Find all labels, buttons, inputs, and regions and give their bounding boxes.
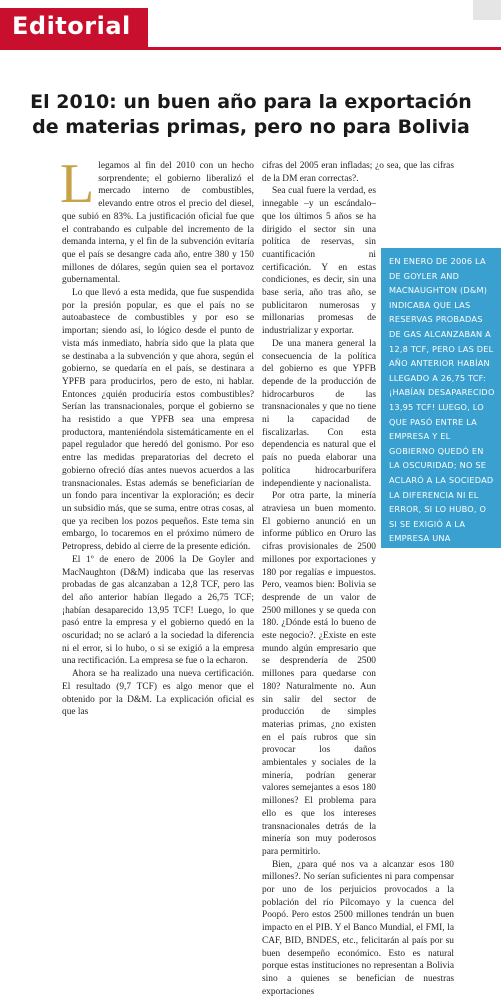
paragraph: Llegamos al fin del 2010 con un hecho sorprendente; el gobierno liberalizó el mercado interno de combustibles, elevando entre otros el precio del diesel, que subió en 83%. La justificación oficial fue que el contrabando es culpable del incremento de la demanda interna, y el fin de la subvención evitaría que el país se desangre cada año, entre 380 y 150 millones de dólares, según quien sea el portavoz gubernamental. <box>60 153 254 286</box>
headline-line-1: El 2010: un buen año para la exportación <box>30 91 472 113</box>
drop-cap: L <box>60 153 95 215</box>
paragraph: Bien, ¿para qué nos va a alcanzar esos 180 millones?. No serían suficientes ni para compensar por uno de los perjuicios provocados a la población del río Pilcomayo y la cuenca del Poopó. Pero estos 2500 millones tendrán un buen impacto en el PIB. Y el Banco Mundial, el FMI, la CAF, BID, BNDES, etc., felicitarán al país por su buen desempeño económico. Esto es natural porque estas instituciones no representan a Bolivia sino a quienes se benefician de nuestras exportaciones <box>262 859 454 997</box>
paragraph: Sea cual fuere la verdad, es innegable –y un escándalo– que los últimos 5 años se ha dirigido el sector sin una política de reservas, sin cuantificación ni certificación. Y en estas condiciones, es decir, sin una base seria, año tras año, se publicitaron numerosas y millonarias promesas de industrializar y exportar. <box>262 186 376 337</box>
paragraph: cifras del 2005 eran infladas; ¿o sea, que las cifras de la DM eran correctas?. <box>262 161 454 184</box>
headline-line-2: de materias primas, pero no para Bolivia <box>32 116 470 138</box>
banner-rule <box>148 47 501 50</box>
pull-quote-box <box>381 248 501 588</box>
paragraph: El 1º de enero de 2006 la De Goyler and MacNaughton (D&M) indicaba que las reservas probadas de gas alcanzaban a 12,8 TCF, pero las del año anterior habían llegado a 26,75 TCF; ¡habían desaparecido 13,95 TCF! Luego, lo que pasó entre la empresa y el gobierno quedó en la oscuridad; no se aclaró a la sociedad la diferencia ni el error, si lo hubo, o si se exigió a la empresa una rectificación. La empresa se fue o la echaron. <box>62 554 254 667</box>
article-headline <box>12 90 490 140</box>
page-corner <box>473 0 501 20</box>
section-banner <box>0 0 501 66</box>
section-title: Editorial <box>12 12 131 40</box>
paragraph: Lo que llevó a esta medida, que fue suspendida por la presión popular, es que el país no se autoabastece de combustibles y por eso se importan; siendo así, lo lógico desde el punto de vista más inmediato, habría sido que la plata que se destinaba a la subvención y que ahora, según el gobierno, se quedaría en el país, se destinara a YPFB para producirlos, pero de esto, ni hablar. Entonces ¿quién produciría estos combustibles? Serían las transnacionales, porque el gobierno se ha resistido a que YPFB sea una empresa productora, manteniéndola sistemáticamente en el papel regulador que heredó del gonismo. Por eso entre las medidas preparatorias del decreto el gobierno ofreció días antes nuevos acuerdos a las transnacionales. Estas además se beneficiarían de un fondo para incentivar la exploración; es decir un subsidio más, que se suma, entre otras cosas, al que ya reciben los pozos pequeños. Este tema sin embargo, lo tocaremos en el próximo número de Petropress, debido al cierre de la presente edición. <box>62 288 254 553</box>
paragraph: De una manera general la consecuencia de la política del gobierno es que YPFB depende de la producción de hidrocarburos de las transnacionales y que no tiene ni la capacidad de fiscalizarlas. Con esta dependencia es natural que el país no pueda elaborar una política hidrocarburífera independiente y nacionalista. <box>262 338 376 489</box>
paragraph: Ahora se ha realizado una nueva certificación. El resultado (9,7 TCF) es algo menor que el obtenido por la D&M. La explicación oficial es que las <box>62 669 254 718</box>
left-column <box>60 153 254 719</box>
paragraph: Por otra parte, la minería atraviesa un buen momento. El gobierno anunció en un informe público en Oruro las cifras provisionales de 2500 millones por exportaciones y 180 por regalías e impuestos. Pero, veamos bien: Bolivia se desprende de un valor de 2500 millones y se queda con 180. ¿Dónde está lo bueno de este negocio?. ¿Existe en este mundo algún empresario que se desprendería de 2500 millones para quedarse con 180? Naturalmente no. Aun sin salir del sector de producción de simples materias primas, ¿no existen en el país rubros que sin provocar los daños ambientales y sociales de la minería, podrían generar valores semejantes a esos 180 millones? El problema para ello es que los intereses transnacionales detrás de la minería son muy poderosos para permitirlo. <box>262 491 376 857</box>
pull-quote-text: EN ENERO DE 2006 LA DE GOYLER AND MACNAUGHTON (D&M) INDICABA QUE LAS RESERVAS PROBADAS DE GAS ALCANZABAN A 12,8 TCF, PERO LAS DEL AÑO ANTERIOR HABÍAN LLEGADO A 26,75 TCF: ¡HABÍAN DESAPARECIDO 13,95 TCF! LUEGO, LO QUE PASÓ ENTRE LA EMPRESA Y EL GOBIERNO QUEDÓ EN LA OSCURIDAD; NO SE ACLARÓ A LA SOCIEDAD LA DIFERENCIA NI EL ERROR, SI LO HUBO, O SI SE EXIGIÓ A LA EMPRESA UNA RECTIFICACIÓN. LA EMPRESA SE FUE O LA ECHARON. <box>389 256 495 588</box>
